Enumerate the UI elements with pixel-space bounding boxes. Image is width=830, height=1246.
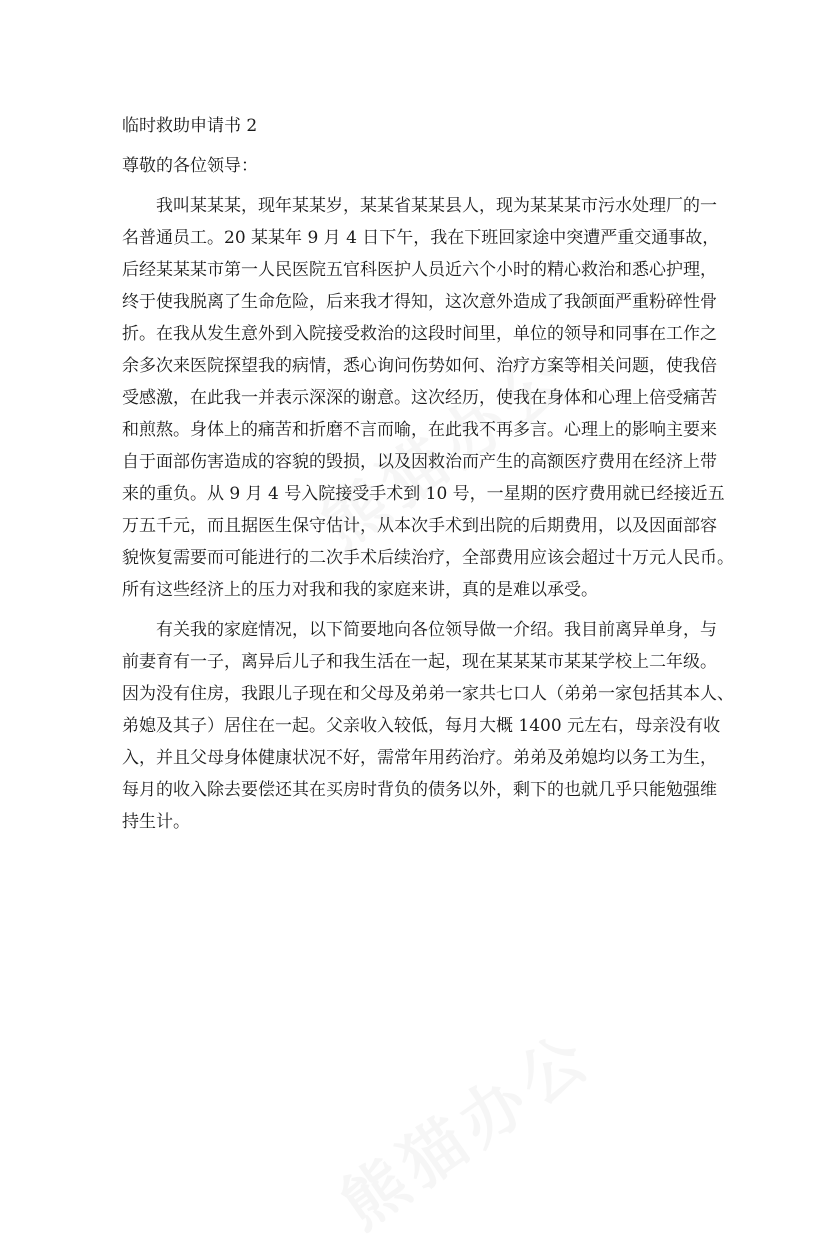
paragraph-line: 弟媳及其子）居住在一起。父亲收入较低，每月大概 1400 元左右，母亲没有收: [122, 716, 721, 736]
paragraph-line: 和煎熬。身体上的痛苦和折磨不言而喻，在此我不再多言。心理上的影响主要来: [122, 420, 717, 440]
paragraph-line: 自于面部伤害造成的容貌的毁损，以及因救治而产生的高额医疗费用在经济上带: [122, 452, 717, 472]
paragraph-2: [122, 614, 734, 838]
paragraph-line: 万五千元，而且据医生保守估计，从本次手术到出院的后期费用，以及因面部容: [122, 516, 717, 536]
paragraph-line: 余多次来医院探望我的病情，悉心询问伤势如何、治疗方案等相关问题，使我倍: [122, 356, 717, 376]
paragraph-line: 受感激，在此我一并表示深深的谢意。这次经历，使我在身体和心理上倍受痛苦: [122, 388, 717, 408]
paragraph-line: 来的重负。从 9 月 4 号入院接受手术到 10 号，一星期的医疗费用就已经接近五: [122, 484, 725, 504]
paragraph-line: 我叫某某某，现年某某岁，某某省某某县人，现为某某某市污水处理厂的一: [156, 196, 717, 216]
greeting: 尊敬的各位领导：: [122, 156, 258, 176]
paragraph-line: 后经某某某市第一人民医院五官科医护人员近六个小时的精心救治和悉心护理，: [122, 260, 717, 280]
watermark: [320, 1006, 609, 1246]
document-body: [122, 110, 734, 846]
paragraph-line: 折。在我从发生意外到入院接受救治的这段时间里，单位的领导和同事在工作之: [122, 324, 717, 344]
paragraph-line: 所有这些经济上的压力对我和我的家庭来讲，真的是难以承受。: [122, 580, 598, 600]
paragraph-line: 每月的收入除去要偿还其在买房时背负的债务以外，剩下的也就几乎只能勉强维: [122, 780, 717, 800]
paragraph-line: 有关我的家庭情况，以下简要地向各位领导做一介绍。我目前离异单身，与: [156, 620, 717, 640]
paragraph-line: 入，并且父母身体健康状况不好，需常年用药治疗。弟弟及弟媳均以务工为生，: [122, 748, 717, 768]
paragraph-line: 前妻育有一子，离异后儿子和我生活在一起，现在某某某市某某学校上二年级。: [122, 652, 717, 672]
paragraph-1: [122, 190, 734, 606]
paragraph-line: 终于使我脱离了生命危险，后来我才得知，这次意外造成了我颌面严重粉碎性骨: [122, 292, 717, 312]
paragraph-line: 持生计。: [122, 812, 190, 832]
paragraph-line: 名普通员工。20 某某年 9 月 4 日下午，我在下班回家途中突遭严重交通事故，: [122, 228, 720, 248]
paragraph-line: 貌恢复需要而可能进行的二次手术后续治疗，全部费用应该会超过十万元人民币。: [122, 548, 734, 568]
document-title: 临时救助申请书 2: [122, 116, 258, 136]
paragraph-line: 因为没有住房，我跟儿子现在和父母及弟弟一家共七口人（弟弟一家包括其本人、: [122, 684, 734, 704]
